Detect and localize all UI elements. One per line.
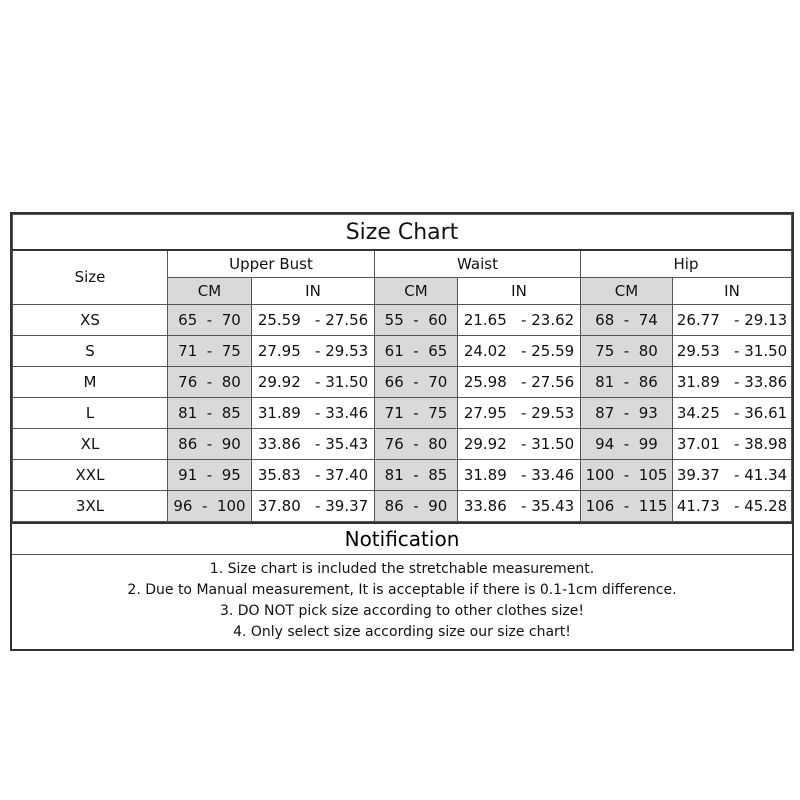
note: 4. Only select size according size our size chart! [233,623,571,640]
in-range: 35.83 - 37.40 [252,459,375,490]
cm-range: 81 - 85 [375,459,458,490]
cm-range: 65 - 70 [168,304,252,335]
size-chart [10,212,794,651]
size-label: 3XL [13,490,168,521]
in-range: 25.59 - 27.56 [252,304,375,335]
cm-range: 86 - 90 [375,490,458,521]
in-range: 31.89 - 33.46 [252,397,375,428]
in-range: 26.77 - 29.13 [673,304,792,335]
in-range: 41.73 - 45.28 [673,490,792,521]
size-label: L [13,397,168,428]
notification-title: Notification [12,522,792,554]
table-row [13,335,792,366]
cm-range: 91 - 95 [168,459,252,490]
cm-range: 71 - 75 [168,335,252,366]
unit-in: IN [252,277,375,304]
cm-range: 55 - 60 [375,304,458,335]
table-row [13,459,792,490]
cm-range: 94 - 99 [581,428,673,459]
in-range: 21.65 - 23.62 [458,304,581,335]
group-waist: Waist [375,250,581,277]
unit-in: IN [673,277,792,304]
cm-range: 81 - 85 [168,397,252,428]
in-range: 33.86 - 35.43 [252,428,375,459]
cm-range: 76 - 80 [375,428,458,459]
in-range: 37.80 - 39.37 [252,490,375,521]
cm-range: 87 - 93 [581,397,673,428]
in-range: 29.53 - 31.50 [673,335,792,366]
cm-range: 61 - 65 [375,335,458,366]
group-upper-bust: Upper Bust [168,250,375,277]
size-table [12,214,792,522]
table-row [13,304,792,335]
unit-cm: CM [581,277,673,304]
cm-range: 86 - 90 [168,428,252,459]
cm-range: 68 - 74 [581,304,673,335]
size-header: Size [13,250,168,304]
in-range: 39.37 - 41.34 [673,459,792,490]
note: 1. Size chart is included the stretchable measurement. [209,560,595,577]
in-range: 33.86 - 35.43 [458,490,581,521]
table-row [13,428,792,459]
in-range: 27.95 - 29.53 [458,397,581,428]
cm-range: 96 - 100 [168,490,252,521]
in-range: 27.95 - 29.53 [252,335,375,366]
in-range: 31.89 - 33.86 [673,366,792,397]
in-range: 31.89 - 33.46 [458,459,581,490]
notes [12,554,792,649]
cm-range: 106 - 115 [581,490,673,521]
size-label: XL [13,428,168,459]
unit-cm: CM [168,277,252,304]
in-range: 34.25 - 36.61 [673,397,792,428]
size-label: XXL [13,459,168,490]
cm-range: 75 - 80 [581,335,673,366]
table-row [13,366,792,397]
note: 2. Due to Manual measurement, It is acceptable if there is 0.1-1cm difference. [127,581,677,598]
unit-in: IN [458,277,581,304]
in-range: 29.92 - 31.50 [458,428,581,459]
cm-range: 100 - 105 [581,459,673,490]
in-range: 24.02 - 25.59 [458,335,581,366]
cm-range: 71 - 75 [375,397,458,428]
chart-title: Size Chart [13,215,792,251]
size-label: M [13,366,168,397]
table-row [13,490,792,521]
cm-range: 66 - 70 [375,366,458,397]
in-range: 29.92 - 31.50 [252,366,375,397]
note: 3. DO NOT pick size according to other clothes size! [219,602,585,619]
in-range: 25.98 - 27.56 [458,366,581,397]
table-row [13,397,792,428]
size-label: S [13,335,168,366]
cm-range: 81 - 86 [581,366,673,397]
cm-range: 76 - 80 [168,366,252,397]
size-label: XS [13,304,168,335]
unit-cm: CM [375,277,458,304]
in-range: 37.01 - 38.98 [673,428,792,459]
group-hip: Hip [581,250,792,277]
